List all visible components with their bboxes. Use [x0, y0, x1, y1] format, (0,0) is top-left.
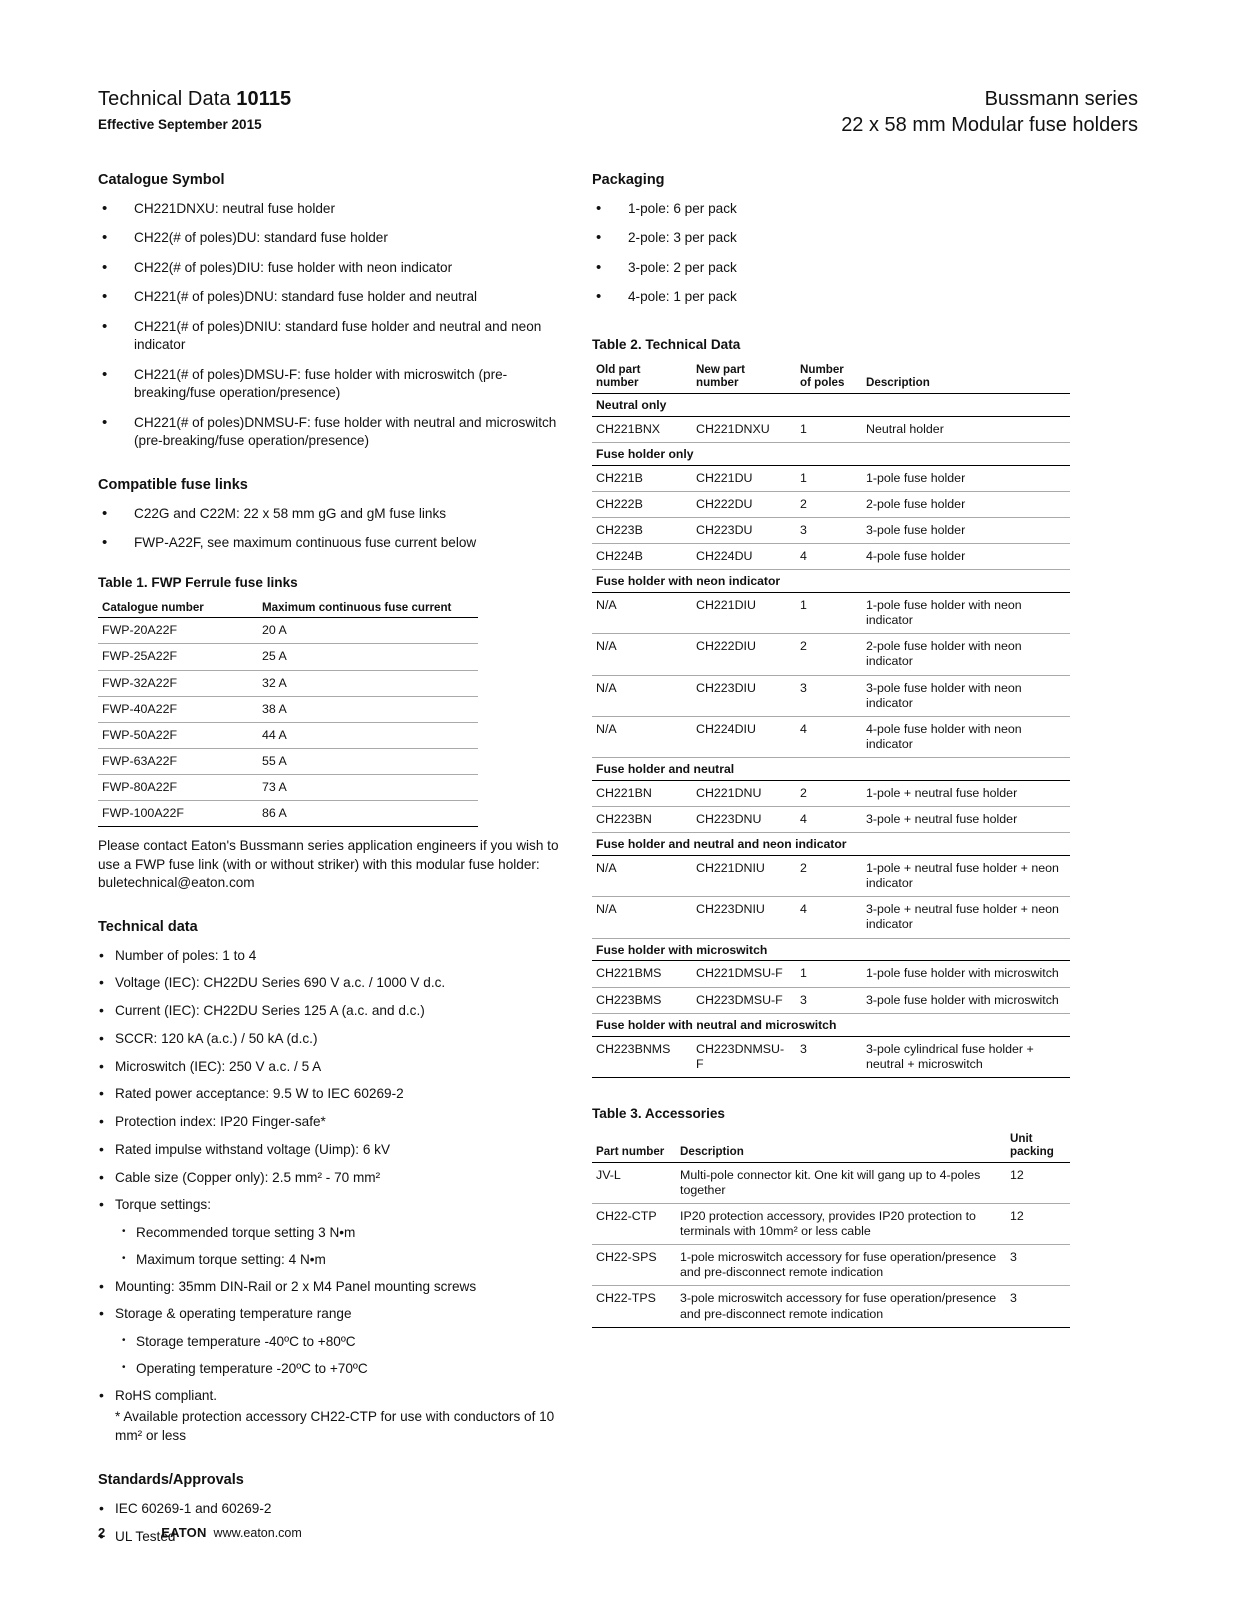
cell-new-part: CH222DIU	[692, 634, 796, 675]
list-item: • CH22(# of poles)DIU: fuse holder with neon indicator	[98, 259, 576, 277]
cell-description: 3-pole + neutral fuse holder	[862, 807, 1070, 833]
table-row	[592, 634, 1070, 675]
cell-current: 55 A	[258, 748, 478, 774]
cell-poles: 2	[796, 634, 862, 675]
group-label: Fuse holder only	[592, 442, 1070, 465]
cell-poles: 4	[796, 807, 862, 833]
cell-old-part: CH223BN	[592, 807, 692, 833]
cell-new-part: CH223DIU	[692, 675, 796, 716]
cell-catalogue-number: FWP-100A22F	[98, 801, 258, 827]
list-item: • CH221DNXU: neutral fuse holder	[98, 200, 576, 218]
group-label: Fuse holder and neutral and neon indicator	[592, 833, 1070, 856]
cell-catalogue-number: FWP-50A22F	[98, 722, 258, 748]
list-item: • Rated impulse withstand voltage (Uimp): 6 kV	[98, 1141, 576, 1160]
cell-poles: 1	[796, 416, 862, 442]
company-url[interactable]: www.eaton.com	[213, 1526, 302, 1540]
cell-poles: 4	[796, 897, 862, 938]
table-row	[592, 1162, 1070, 1203]
cell-old-part: CH222B	[592, 491, 692, 517]
list-item: • SCCR: 120 kA (a.c.) / 50 kA (d.c.)	[98, 1030, 576, 1049]
effective-date: Effective September 2015	[98, 117, 262, 132]
column-header-max-continuous-current: Maximum continuous fuse current	[258, 599, 478, 618]
list-item: • Microswitch (IEC): 250 V a.c. / 5 A	[98, 1058, 576, 1077]
table-row	[592, 1286, 1070, 1327]
cell-old-part: CH221B	[592, 465, 692, 491]
document-number: 10115	[236, 88, 292, 110]
cell-description: 1-pole microswitch accessory for fuse operation/presence and pre-disconnect remote indication	[676, 1245, 1006, 1286]
table-row	[592, 465, 1070, 491]
column-header-part-number: Part number	[592, 1130, 676, 1162]
table-row	[592, 1245, 1070, 1286]
table-row	[592, 961, 1070, 987]
page-number: 2	[98, 1525, 106, 1540]
cell-description: 1-pole fuse holder	[862, 465, 1070, 491]
cell-current: 44 A	[258, 722, 478, 748]
cell-old-part: CH221BNX	[592, 416, 692, 442]
table-group-row	[592, 833, 1070, 856]
table-header-row	[592, 1130, 1070, 1162]
cell-current: 20 A	[258, 618, 478, 644]
document-title	[98, 88, 291, 111]
heading-catalogue-symbol: Catalogue Symbol	[98, 172, 225, 188]
cell-description: Multi-pole connector kit. One kit will gang up to 4-poles together	[676, 1162, 1006, 1203]
group-label: Fuse holder and neutral	[592, 758, 1070, 781]
cell-catalogue-number: FWP-20A22F	[98, 618, 258, 644]
list-item: • FWP-A22F, see maximum continuous fuse current below	[98, 534, 576, 552]
list-item: • Operating temperature -20ºC to +70ºC	[98, 1360, 576, 1379]
list-item: • Protection index: IP20 Finger-safe*	[98, 1113, 576, 1132]
table-row	[592, 897, 1070, 938]
table-accessories	[592, 1130, 1070, 1328]
list-item: • CH221(# of poles)DNIU: standard fuse holder and neutral and neon indicator	[98, 318, 576, 355]
cell-old-part: N/A	[592, 593, 692, 634]
table-row	[98, 670, 478, 696]
group-label: Fuse holder with neon indicator	[592, 570, 1070, 593]
cell-old-part: CH221BN	[592, 780, 692, 806]
cell-unit-packing: 3	[1006, 1245, 1070, 1286]
product-subtitle: 22 x 58 mm Modular fuse holders	[841, 114, 1138, 136]
list-item: • Current (IEC): CH22DU Series 125 A (a.c. and d.c.)	[98, 1002, 576, 1021]
catalogue-symbol-list	[98, 200, 576, 451]
cell-current: 86 A	[258, 801, 478, 827]
cell-description: 2-pole fuse holder	[862, 491, 1070, 517]
cell-part-number: CH22-SPS	[592, 1245, 676, 1286]
list-item: • UL Tested	[98, 1528, 576, 1547]
cell-poles: 1	[796, 593, 862, 634]
cell-old-part: N/A	[592, 675, 692, 716]
table-row	[592, 544, 1070, 570]
cell-description: 1-pole fuse holder with neon indicator	[862, 593, 1070, 634]
column-header-old-part-number: Old part number	[592, 361, 692, 393]
cell-poles: 4	[796, 716, 862, 757]
cell-unit-packing: 3	[1006, 1286, 1070, 1327]
cell-poles: 3	[796, 987, 862, 1013]
cell-new-part: CH223DNMSU-F	[692, 1036, 796, 1077]
cell-poles: 3	[796, 517, 862, 543]
list-item: • CH221(# of poles)DNU: standard fuse holder and neutral	[98, 288, 576, 306]
list-item: • Rated power acceptance: 9.5 W to IEC 60269-2	[98, 1085, 576, 1104]
cell-current: 25 A	[258, 644, 478, 670]
cell-description: IP20 protection accessory, provides IP20 protection to terminals with 10mm² or less cable	[676, 1203, 1006, 1244]
list-item: • Storage temperature -40ºC to +80ºC	[98, 1333, 576, 1352]
cell-new-part: CH221DU	[692, 465, 796, 491]
column-header-unit-packing: Unit packing	[1006, 1130, 1070, 1162]
table-row	[592, 1203, 1070, 1244]
table-group-row	[592, 758, 1070, 781]
table-row	[592, 491, 1070, 517]
table-row	[592, 987, 1070, 1013]
cell-new-part: CH224DIU	[692, 716, 796, 757]
right-column	[592, 172, 1070, 1328]
document-label: Technical Data	[98, 88, 237, 110]
heading-technical-data: Technical data	[98, 918, 198, 935]
table-row	[98, 644, 478, 670]
cell-old-part: N/A	[592, 897, 692, 938]
table-row	[98, 722, 478, 748]
table-row	[592, 716, 1070, 757]
table-header-row	[592, 361, 1070, 393]
header-left	[98, 88, 291, 132]
cell-poles: 1	[796, 961, 862, 987]
group-label: Fuse holder with neutral and microswitch	[592, 1013, 1070, 1036]
list-item: • CH221(# of poles)DNMSU-F: fuse holder with neutral and microswitch (pre-breaking/fuse operation/presence)	[98, 414, 576, 451]
table-row	[98, 696, 478, 722]
cell-description: 1-pole fuse holder with microswitch	[862, 961, 1070, 987]
technical-data-list	[98, 947, 576, 1446]
list-item: • Mounting: 35mm DIN-Rail or 2 x M4 Panel mounting screws	[98, 1278, 576, 1297]
table-group-row	[592, 1013, 1070, 1036]
cell-catalogue-number: FWP-80A22F	[98, 775, 258, 801]
cell-poles: 3	[796, 675, 862, 716]
page-header	[98, 88, 1138, 137]
cell-description: 1-pole + neutral fuse holder + neon indicator	[862, 856, 1070, 897]
cell-catalogue-number: FWP-40A22F	[98, 696, 258, 722]
cell-poles: 2	[796, 856, 862, 897]
cell-current: 32 A	[258, 670, 478, 696]
table-group-row	[592, 393, 1070, 416]
heading-standards-approvals: Standards/Approvals	[98, 1471, 244, 1488]
list-item: • Maximum torque setting: 4 N•m	[98, 1251, 576, 1270]
cell-current: 73 A	[258, 775, 478, 801]
header-right	[841, 88, 1138, 137]
cell-new-part: CH221DNIU	[692, 856, 796, 897]
table-row	[98, 618, 478, 644]
cell-description: 3-pole fuse holder with neon indicator	[862, 675, 1070, 716]
packaging-list	[592, 200, 1070, 307]
table-row	[592, 856, 1070, 897]
cell-catalogue-number: FWP-63A22F	[98, 748, 258, 774]
table-row	[98, 801, 478, 827]
table-row	[98, 775, 478, 801]
cell-old-part: CH224B	[592, 544, 692, 570]
group-label: Fuse holder with microswitch	[592, 938, 1070, 961]
cell-description: 2-pole fuse holder with neon indicator	[862, 634, 1070, 675]
cell-new-part: CH222DU	[692, 491, 796, 517]
cell-part-number: JV-L	[592, 1162, 676, 1203]
cell-poles: 2	[796, 491, 862, 517]
table-row	[592, 780, 1070, 806]
cell-part-number: CH22-CTP	[592, 1203, 676, 1244]
table2-caption: Table 2. Technical Data	[592, 336, 741, 352]
list-item: • C22G and C22M: 22 x 58 mm gG and gM fuse links	[98, 505, 576, 523]
cell-new-part: CH223DNIU	[692, 897, 796, 938]
cell-catalogue-number: FWP-32A22F	[98, 670, 258, 696]
cell-new-part: CH223DU	[692, 517, 796, 543]
cell-poles: 3	[796, 1036, 862, 1077]
cell-current: 38 A	[258, 696, 478, 722]
list-item: • 1-pole: 6 per pack	[592, 200, 1070, 218]
cell-old-part: N/A	[592, 856, 692, 897]
cell-description: 3-pole fuse holder	[862, 517, 1070, 543]
cell-new-part: CH223DNU	[692, 807, 796, 833]
heading-packaging: Packaging	[592, 172, 665, 188]
cell-new-part: CH221DNU	[692, 780, 796, 806]
cell-description: 4-pole fuse holder with neon indicator	[862, 716, 1070, 757]
protection-accessory-footnote: * Available protection accessory CH22-CTP for use with conductors of 10 mm² or less	[115, 1409, 555, 1444]
cell-description: 3-pole cylindrical fuse holder + neutral + microswitch	[862, 1036, 1070, 1077]
cell-poles: 1	[796, 465, 862, 491]
cell-description: 1-pole + neutral fuse holder	[862, 780, 1070, 806]
compatible-fuse-links-list	[98, 505, 576, 553]
table-header-row	[98, 599, 478, 618]
list-item: • 3-pole: 2 per pack	[592, 259, 1070, 277]
cell-new-part: CH221DIU	[692, 593, 796, 634]
column-header-description: Description	[676, 1130, 1006, 1162]
cell-description: 3-pole microswitch accessory for fuse operation/presence and pre-disconnect remote indication	[676, 1286, 1006, 1327]
cell-poles: 2	[796, 780, 862, 806]
cell-description: 3-pole fuse holder with microswitch	[862, 987, 1070, 1013]
column-header-number-of-poles: Number of poles	[796, 361, 862, 393]
table-row	[592, 517, 1070, 543]
table-group-row	[592, 442, 1070, 465]
list-item: • Cable size (Copper only): 2.5 mm² - 70 mm²	[98, 1169, 576, 1188]
table1-caption: Table 1. FWP Ferrule fuse links	[98, 574, 298, 590]
cell-poles: 4	[796, 544, 862, 570]
table-group-row	[592, 570, 1070, 593]
cell-old-part: CH223B	[592, 517, 692, 543]
cell-old-part: CH223BNMS	[592, 1036, 692, 1077]
table-row	[592, 1036, 1070, 1077]
page-footer	[98, 1525, 302, 1540]
table-technical-data	[592, 361, 1070, 1078]
table-row	[98, 748, 478, 774]
table-row	[592, 807, 1070, 833]
cell-catalogue-number: FWP-25A22F	[98, 644, 258, 670]
heading-compatible-fuse-links: Compatible fuse links	[98, 476, 248, 493]
cell-part-number: CH22-TPS	[592, 1286, 676, 1327]
left-column	[98, 172, 576, 1555]
cell-old-part: CH221BMS	[592, 961, 692, 987]
table-row	[592, 593, 1070, 634]
cell-old-part: CH223BMS	[592, 987, 692, 1013]
list-item: • Storage & operating temperature range	[98, 1305, 576, 1324]
list-item: • Number of poles: 1 to 4	[98, 947, 576, 966]
cell-new-part: CH221DNXU	[692, 416, 796, 442]
column-header-catalogue-number: Catalogue number	[98, 599, 258, 618]
brand-name: Bussmann series	[984, 88, 1138, 110]
list-item: • CH221(# of poles)DMSU-F: fuse holder with microswitch (pre-breaking/fuse operation/presence)	[98, 366, 576, 403]
list-item: • Recommended torque setting 3 N•m	[98, 1224, 576, 1243]
cell-new-part: CH223DMSU-F	[692, 987, 796, 1013]
cell-description: Neutral holder	[862, 416, 1070, 442]
cell-new-part: CH224DU	[692, 544, 796, 570]
table-row	[592, 416, 1070, 442]
list-item: • CH22(# of poles)DU: standard fuse holder	[98, 229, 576, 247]
cell-old-part: N/A	[592, 634, 692, 675]
cell-description: 3-pole + neutral fuse holder + neon indicator	[862, 897, 1070, 938]
column-header-description: Description	[862, 361, 1070, 393]
company-name: EATON	[161, 1525, 207, 1540]
cell-description: 4-pole fuse holder	[862, 544, 1070, 570]
list-item: • IEC 60269-1 and 60269-2	[98, 1500, 576, 1519]
table-group-row	[592, 938, 1070, 961]
table1-note: Please contact Eaton's Bussmann series application engineers if you wish to use a FWP fuse link (with or without striker) with this modular fuse holder: buletechnical@eaton.com	[98, 838, 559, 891]
table3-caption: Table 3. Accessories	[592, 1105, 725, 1121]
cell-old-part: N/A	[592, 716, 692, 757]
list-item: • Torque settings:	[98, 1196, 576, 1215]
list-item: • RoHS compliant.	[98, 1387, 576, 1406]
cell-unit-packing: 12	[1006, 1162, 1070, 1203]
list-item: • 2-pole: 3 per pack	[592, 229, 1070, 247]
list-item: • 4-pole: 1 per pack	[592, 288, 1070, 306]
cell-new-part: CH221DMSU-F	[692, 961, 796, 987]
table-row	[592, 675, 1070, 716]
column-header-new-part-number: New part number	[692, 361, 796, 393]
cell-unit-packing: 12	[1006, 1203, 1070, 1244]
list-item: • Voltage (IEC): CH22DU Series 690 V a.c. / 1000 V d.c.	[98, 974, 576, 993]
table-fwp-ferrule-fuse-links	[98, 599, 478, 827]
group-label: Neutral only	[592, 393, 1070, 416]
